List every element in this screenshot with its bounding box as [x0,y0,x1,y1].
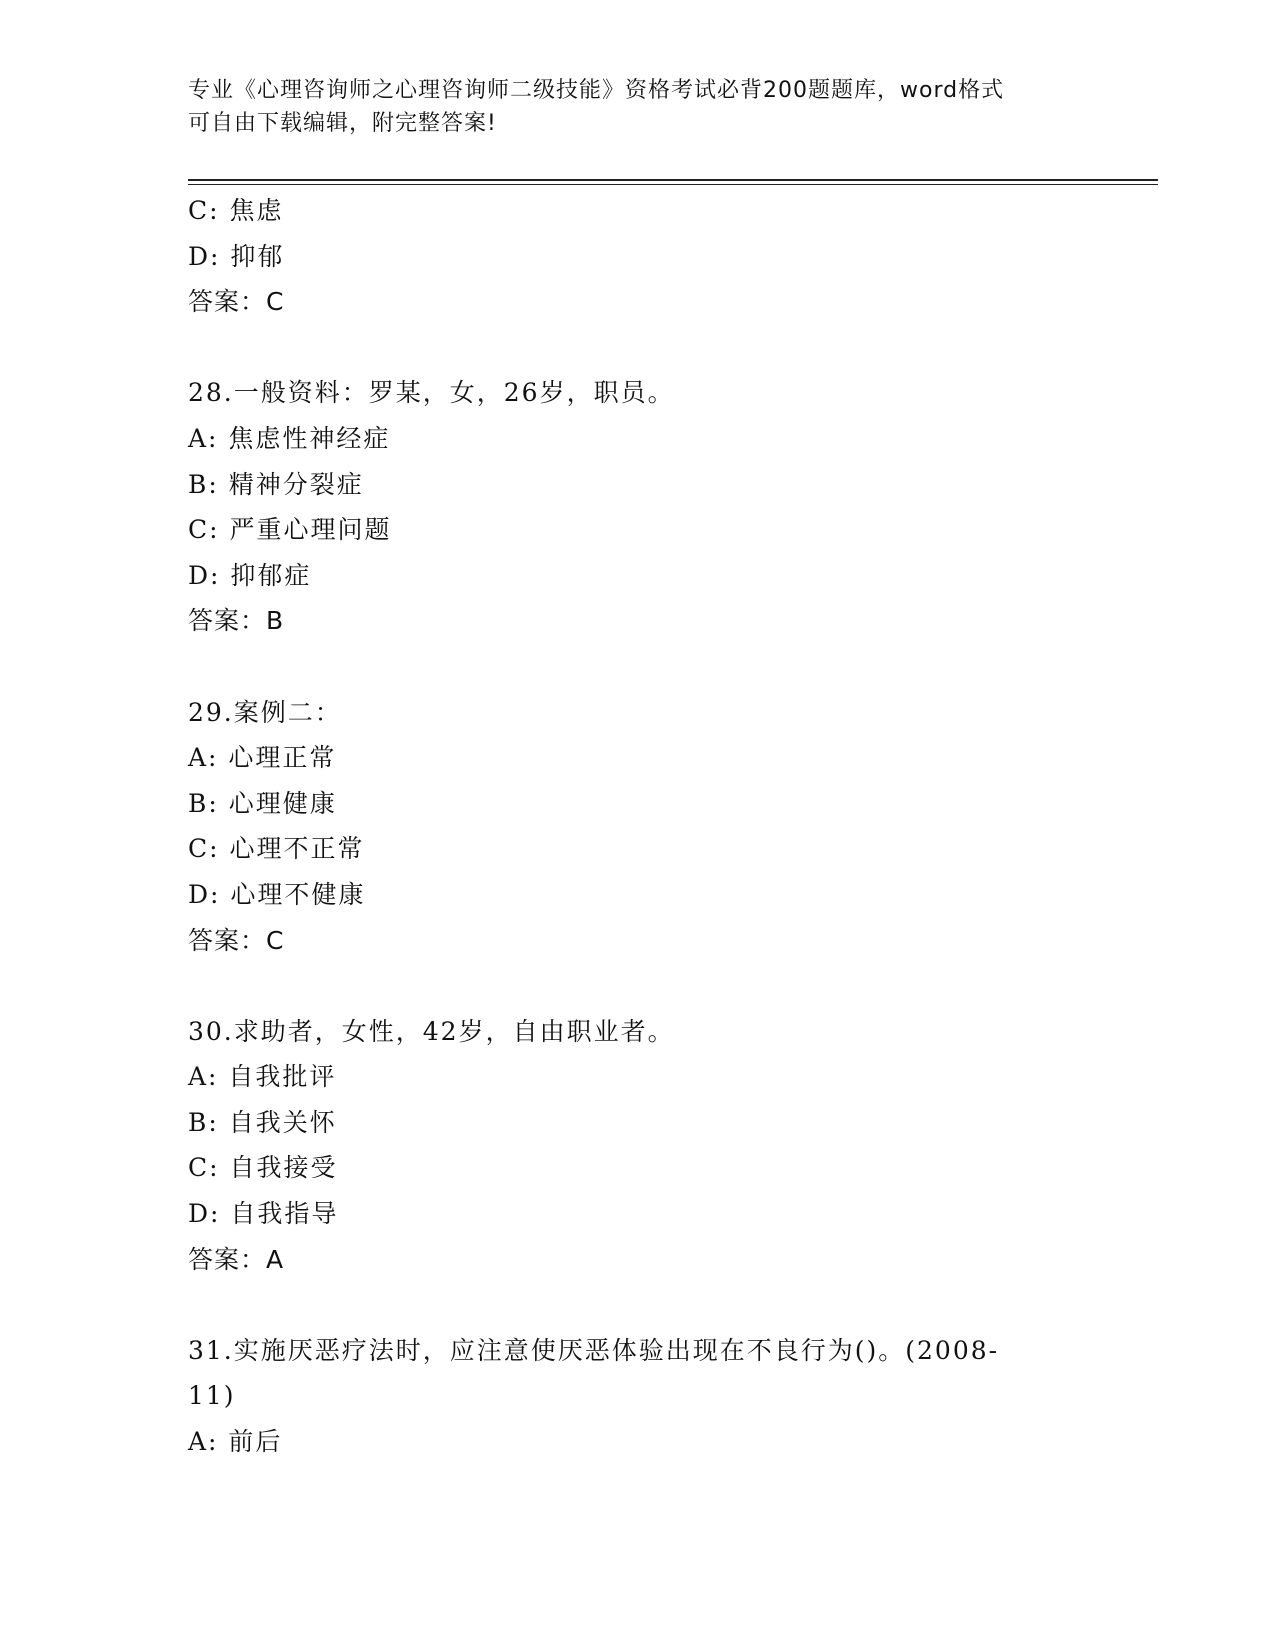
option-c: C: 焦虑 [188,196,284,225]
header-divider-thin [188,184,1158,185]
answer-line: 答案：C [188,925,285,955]
question-28 [188,370,1088,644]
header-title-line-1: 专业《心理咨询师之心理咨询师二级技能》资格考试必背200题题库，word格式 [188,78,1005,103]
option-d: D: 自我指导 [188,1199,339,1229]
question-29 [188,690,1088,964]
spacer [188,644,1088,690]
option-c: C: 自我接受 [188,1153,338,1183]
answer-line: 答案：A [188,1244,285,1274]
option-d: D: 心理不健康 [188,879,366,909]
option-a: A: 自我批评 [188,1062,337,1092]
option-a: A: 心理正常 [188,743,337,773]
option-b: B: 心理健康 [188,788,337,818]
answer-line: 答案：B [188,606,285,636]
question-stem: 30.求助者，女性，42岁，自由职业者。 [188,1016,675,1046]
spacer [188,325,1088,371]
option-a: A: 前后 [188,1427,283,1457]
question-30 [188,1009,1088,1283]
option-a: A: 焦虑性神经症 [188,423,391,453]
spacer [188,963,1088,1009]
question-stem-line-1: 31.实施厌恶疗法时，应注意使厌恶体验出现在不良行为()。(2008- [188,1335,1000,1365]
header-divider-thick [188,179,1158,181]
option-b: B: 自我关怀 [188,1107,337,1137]
option-c: C: 心理不正常 [188,834,365,864]
question-stem: 29.案例二： [188,697,342,727]
option-d: D: 抑郁症 [188,560,312,590]
option-d: D: 抑郁 [188,241,285,271]
option-c: C: 严重心理问题 [188,515,392,545]
spacer [188,1282,1088,1328]
option-b: B: 精神分裂症 [188,469,364,499]
document-header [188,74,1088,140]
question-list [188,188,1088,1465]
question-stem: 28.一般资料：罗某，女，26岁，职员。 [188,378,675,408]
answer-line: 答案：C [188,287,285,317]
question-31 [188,1328,1088,1465]
header-title-line-2: 可自由下载编辑，附完整答案! [188,111,497,136]
question-stem-line-2: 11) [188,1381,236,1411]
question-27-tail [188,188,1088,325]
